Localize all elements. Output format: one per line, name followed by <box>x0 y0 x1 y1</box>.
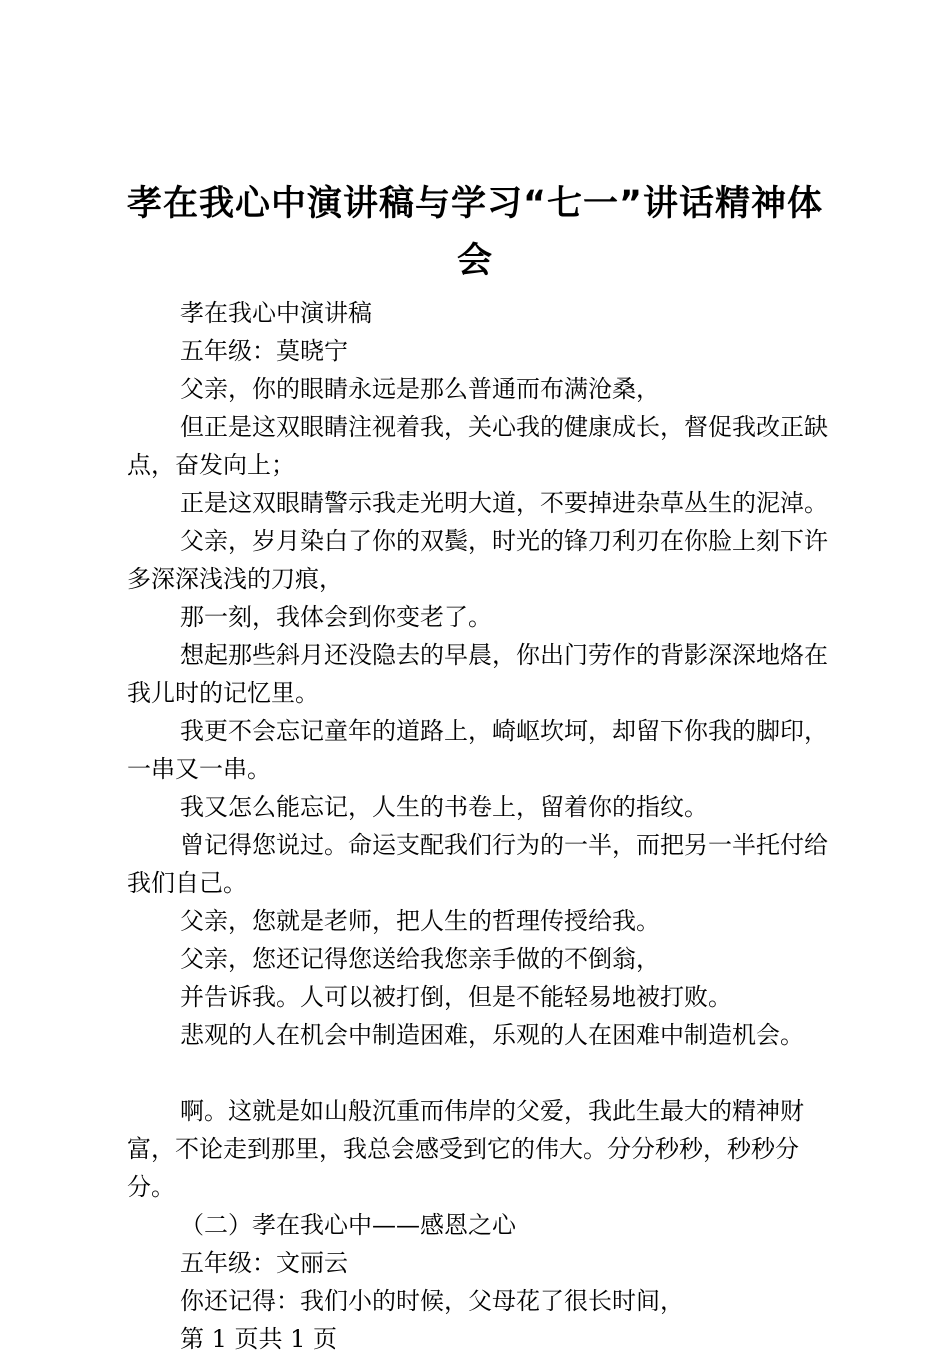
paragraph: 但正是这双眼睛注视着我，关心我的健康成长，督促我改正缺点，奋发向上； <box>127 413 828 479</box>
paragraph: 父亲，你的眼睛永远是那么普通而布满沧桑， <box>180 375 660 403</box>
paragraph: 啊。这就是如山般沉重而伟岸的父爱，我此生最大的精神财富，不论走到那里，我总会感受到它的伟大。分分秒秒，秒秒分分。 <box>127 1097 804 1201</box>
paragraph: 父亲，岁月染白了你的双鬓，时光的锋刀利刃在你脸上刻下许多深深浅浅的刀痕， <box>127 527 828 593</box>
paragraph: 那一刻，我体会到你变老了。 <box>180 603 492 631</box>
paragraph: 五年级：文丽云 <box>180 1249 348 1277</box>
paragraph: 父亲，您还记得您送给我您亲手做的不倒翁， <box>180 945 660 973</box>
paragraph: 正是这双眼睛警示我走光明大道，不要掉进杂草丛生的泥淖。 <box>180 489 828 517</box>
paragraph: 我又怎么能忘记，人生的书卷上，留着你的指纹。 <box>180 793 708 821</box>
blank-line <box>127 1054 833 1092</box>
document-body <box>127 294 833 1358</box>
paragraph: 五年级：莫晓宁 <box>180 337 348 365</box>
paragraph: 你还记得：我们小的时候，父母花了很长时间， <box>180 1287 684 1315</box>
paragraph: 曾记得您说过。命运支配我们行为的一半，而把另一半托付给我们自己。 <box>127 831 828 897</box>
paragraph: 悲观的人在机会中制造困难，乐观的人在困难中制造机会。 <box>180 1021 804 1049</box>
document-title: 孝在我心中演讲稿与学习“七一”讲话精神体会 <box>126 184 823 281</box>
paragraph: 我更不会忘记童年的道路上，崎岖坎坷，却留下你我的脚印，一串又一串。 <box>127 717 828 783</box>
paragraph: （二）孝在我心中——感恩之心 <box>180 1211 516 1239</box>
paragraph: 想起那些斜月还没隐去的早晨，你出门劳作的背影深深地烙在我儿时的记忆里。 <box>127 641 828 707</box>
paragraph: 孝在我心中演讲稿 <box>180 299 372 327</box>
paragraph: 并告诉我。人可以被打倒，但是不能轻易地被打败。 <box>180 983 732 1011</box>
paragraph: 父亲，您就是老师，把人生的哲理传授给我。 <box>180 907 660 935</box>
page-footer: 第 1 页共 1 页 <box>180 1325 338 1353</box>
